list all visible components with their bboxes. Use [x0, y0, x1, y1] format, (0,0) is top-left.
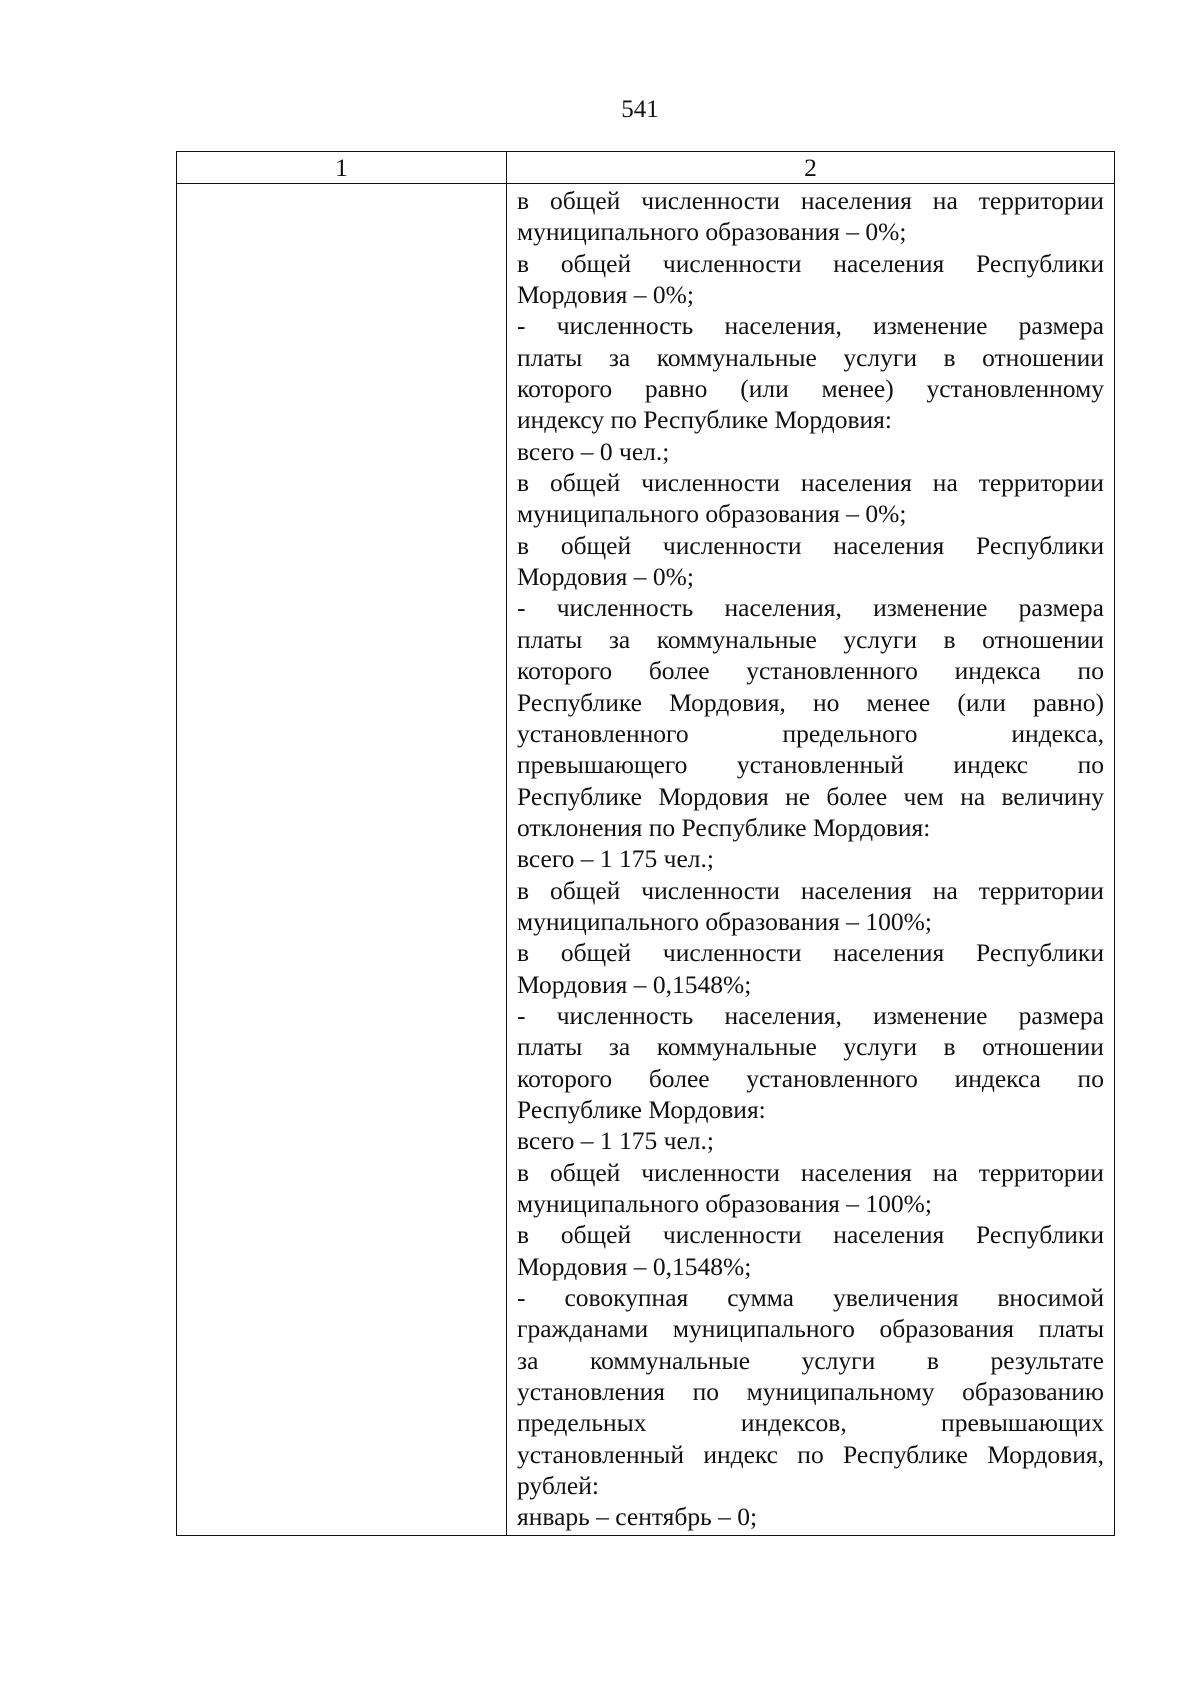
column-header-1: 1 — [177, 152, 507, 184]
text-line: - численность населения, изменение размера — [517, 311, 1104, 341]
text-line: которого более установленного индекса по — [517, 1063, 1104, 1093]
table-cell-col1 — [177, 184, 507, 1536]
text-line: в общей численности населения на территории — [517, 1157, 1104, 1187]
col2-text-block — [517, 185, 1104, 1533]
text-line: платы за коммунальные услуги в отношении — [517, 1032, 1104, 1062]
text-line: в общей численности населения на территории — [517, 186, 1104, 215]
text-line: Мордовия – 0,1548%; — [517, 1251, 752, 1281]
text-line: установленный индекс по Республике Мордовия, — [517, 1439, 1104, 1469]
column-header-2: 2 — [507, 152, 1115, 184]
text-line: муниципального образования – 100%; — [517, 1189, 932, 1218]
text-line: которого равно (или менее) установленному — [517, 374, 1104, 404]
text-line: муниципального образования – 0%; — [517, 499, 907, 529]
text-line: предельных индексов, превышающих — [517, 1408, 1104, 1438]
text-line: Республике Мордовия, но менее (или равно) — [517, 687, 1104, 717]
page-number: 541 — [621, 96, 659, 123]
text-line: в общей численности населения Республики — [517, 530, 1104, 560]
text-line: в общей численности населения Республики — [517, 248, 1104, 278]
text-line: в общей численности населения на территории — [517, 468, 1104, 498]
document-table — [176, 151, 1115, 1536]
text-line: январь – сентябрь – 0; — [517, 1502, 758, 1532]
text-line: установления по муниципальному образованию — [517, 1377, 1104, 1407]
text-line: - численность населения, изменение размера — [517, 593, 1104, 623]
text-line: платы за коммунальные услуги в отношении — [517, 342, 1104, 372]
text-line: всего – 1 175 чел.; — [517, 844, 714, 874]
text-line: в общей численности населения Республики — [517, 938, 1104, 968]
text-line: превышающего установленный индекс по — [517, 750, 1104, 780]
text-line: Мордовия – 0%; — [517, 280, 694, 310]
text-line: за коммунальные услуги в результате — [517, 1345, 1104, 1375]
text-line: в общей численности населения Республики — [517, 1220, 1104, 1250]
text-line: - совокупная сумма увеличения вносимой — [517, 1283, 1104, 1313]
text-line: рублей: — [517, 1471, 599, 1501]
text-line: в общей численности населения на территории — [517, 875, 1104, 905]
table-cell-col2 — [507, 184, 1115, 1536]
text-line: Мордовия – 0%; — [517, 562, 694, 592]
table-header-row — [177, 152, 1115, 184]
text-line: муниципального образования – 0%; — [517, 217, 907, 247]
text-line: Республике Мордовия не более чем на величину — [517, 781, 1104, 811]
text-line: отклонения по Республике Мордовия: — [517, 812, 931, 842]
text-line: установленного предельного индекса, — [517, 718, 1104, 748]
text-line: которого более установленного индекса по — [517, 656, 1104, 686]
text-line: Республике Мордовия: — [517, 1094, 766, 1124]
text-line: гражданами муниципального образования платы — [517, 1314, 1104, 1344]
text-line: муниципального образования – 100%; — [517, 906, 932, 936]
text-line: всего – 0 чел.; — [517, 436, 670, 466]
text-line: Мордовия – 0,1548%; — [517, 969, 752, 999]
text-line: платы за коммунальные услуги в отношении — [517, 624, 1104, 654]
text-line: всего – 1 175 чел.; — [517, 1126, 714, 1156]
text-line: индексу по Республике Мордовия: — [517, 405, 892, 435]
text-line: - численность населения, изменение размера — [517, 1000, 1104, 1030]
table-row — [177, 184, 1115, 1536]
